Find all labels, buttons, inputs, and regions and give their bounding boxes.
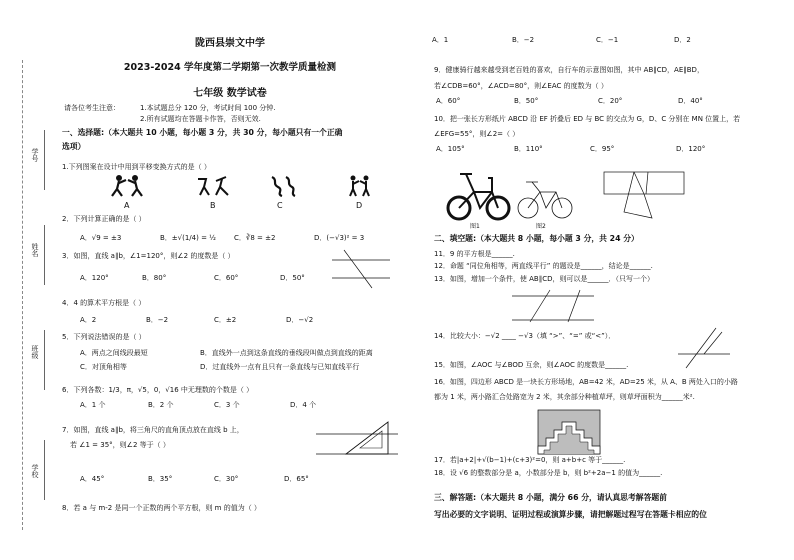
sidebar-label-class: 班级 bbox=[31, 345, 39, 359]
q2-option-a: A．√9 = ±3 bbox=[80, 234, 122, 242]
question-10: 10．把一张长方形纸片 ABCD 沿 EF 折叠后 ED 与 BC 的交点为 G，D、C 分别在 MN 位置上，若 bbox=[434, 115, 741, 123]
question-7: 7．如图，直线 a∥b，将三角尺的直角顶点放在直线 b 上， bbox=[62, 426, 244, 434]
question-7-cont: 若 ∠1 = 35°，则∠2 等于（ ） bbox=[70, 441, 170, 449]
question-4: 4．4 的算术平方根是（ ） bbox=[62, 299, 146, 307]
q1-option-d: D bbox=[356, 201, 363, 210]
blank-line bbox=[44, 440, 45, 500]
q16-lawn-figure bbox=[536, 406, 602, 456]
question-17: 17．若|a+2|+√(b−1)+(c+3)²=0，则 a+b+c 等于______. bbox=[434, 456, 626, 464]
question-10-cont: ∠EFG=55°，则∠2=（ ） bbox=[434, 130, 520, 138]
subject-title: 七年级 数学试卷 bbox=[193, 88, 267, 99]
question-8: 8．若 a 与 m-2 是同一个正数的两个平方根，则 m 的值为（ ） bbox=[62, 504, 261, 512]
q10-option-d: D．120° bbox=[676, 145, 706, 153]
sidebar-label-id: 学号 bbox=[31, 148, 39, 162]
q7-option-b: B．35° bbox=[148, 475, 173, 483]
binding-line bbox=[22, 60, 23, 530]
question-9: 9．健康骑行越来越受到老百姓的喜欢，自行车的示意图如图，其中 AB∥CD，AE∥BD， bbox=[434, 66, 704, 74]
q7-option-c: C．30° bbox=[214, 475, 239, 483]
notes-intro: 请各位考生注意： bbox=[64, 104, 120, 112]
q7-option-d: D．65° bbox=[284, 475, 309, 483]
question-6: 6．下列各数：1/3，π，√5，0，√16 中无理数的个数是（ ） bbox=[62, 386, 254, 394]
q6-option-b: B．2 个 bbox=[148, 401, 174, 409]
figure-2-caption: 图2 bbox=[536, 223, 546, 230]
note-2: 2.所有试题均在答题卡作答，否则无效. bbox=[140, 115, 261, 123]
q8-option-c: C．−1 bbox=[596, 36, 619, 44]
blank-line bbox=[44, 130, 45, 190]
section2-heading: 二、填空题:（本大题共 8 小题，每小题 3 分，共 24 分） bbox=[434, 234, 639, 243]
q2-option-c: C．∛8 = ±2 bbox=[234, 234, 276, 242]
q4-option-d: D．−√2 bbox=[286, 316, 314, 324]
q8-option-a: A．1 bbox=[432, 36, 449, 44]
q6-option-d: D．4 个 bbox=[290, 401, 317, 409]
section3-heading: 三、解答题:（本大题共 8 小题，满分 66 分，请认真思考解答题前 bbox=[434, 493, 667, 502]
q9-option-b: B．50° bbox=[514, 97, 539, 105]
q2-option-b: B．±√(1/4) = ½ bbox=[160, 234, 216, 242]
q10-option-b: B．110° bbox=[514, 145, 543, 153]
sidebar-label-name: 姓名 bbox=[31, 243, 39, 257]
q1-option-a: A bbox=[124, 201, 130, 210]
q1-figure-c bbox=[268, 174, 298, 198]
question-11: 11．9 的平方根是______. bbox=[434, 250, 515, 258]
q10-fold-figure bbox=[600, 168, 690, 226]
q6-option-c: C．3 个 bbox=[214, 401, 240, 409]
q10-option-c: C．95° bbox=[590, 145, 615, 153]
q10-option-a: A．105° bbox=[436, 145, 465, 153]
q2-option-d: D．(−√3)² = 3 bbox=[314, 234, 365, 242]
q6-option-a: A．1 个 bbox=[80, 401, 106, 409]
q3-option-c: C．60° bbox=[214, 274, 239, 282]
question-2: 2．下列计算正确的是（ ） bbox=[62, 215, 146, 223]
q1-figure-b bbox=[196, 175, 232, 197]
figure-1-caption: 图1 bbox=[470, 223, 480, 230]
q5-option-a: A．两点之间线段最短 bbox=[80, 349, 148, 357]
q5-option-c: C．对顶角相等 bbox=[80, 363, 127, 371]
q7-option-a: A．45° bbox=[80, 475, 105, 483]
q3-option-d: D．50° bbox=[280, 274, 305, 282]
q4-option-c: C．±2 bbox=[214, 316, 237, 324]
question-14: 14．比较大小：−√2 ____ −√3（填 “>”、“=” 或“<”）． bbox=[434, 332, 616, 340]
q8-option-d: D．2 bbox=[674, 36, 691, 44]
q9-option-c: C．20° bbox=[598, 97, 623, 105]
exam-title: 2023-2024 学年度第二学期第一次教学质量检测 bbox=[123, 62, 337, 73]
question-12: 12．命题 “同位角相等，两直线平行” 的题设是______，结论是______. bbox=[434, 262, 653, 270]
q3-option-b: B．80° bbox=[142, 274, 167, 282]
question-16-cont: 都为 1 米，两小路汇合处路宽为 2 米，其余部分种植草坪，则草坪面积为______米². bbox=[434, 393, 695, 401]
q1-option-b: B bbox=[210, 201, 216, 210]
q9-option-d: D．40° bbox=[678, 97, 703, 105]
q5-option-d: D．过直线外一点有且只有一条直线与已知直线平行 bbox=[200, 363, 360, 371]
question-15: 15．如图，∠AOC 与∠BOD 互余，则∠AOC 的度数是______. bbox=[434, 361, 629, 369]
q8-option-b: B．−2 bbox=[512, 36, 535, 44]
section1-heading-cont: 选项） bbox=[62, 142, 86, 151]
q1-figure-a bbox=[110, 174, 144, 198]
bicycle-figure-2 bbox=[516, 180, 574, 222]
q1-figure-d bbox=[348, 175, 372, 197]
school-name: 陇西县崇文中学 bbox=[195, 38, 265, 49]
blank-line bbox=[44, 225, 45, 285]
q13-figure bbox=[508, 288, 598, 328]
question-3: 3．如图，直线 a∥b，∠1=120°，则∠2 的度数是（ ） bbox=[62, 252, 235, 260]
q9-option-a: A．60° bbox=[436, 97, 461, 105]
q15-figure bbox=[676, 324, 732, 368]
q3-option-a: A．120° bbox=[80, 274, 109, 282]
question-1: 1.下列图案在设计中用到平移变换方式的是（ ） bbox=[62, 163, 211, 171]
question-16: 16．如图，四边形 ABCD 是一块长方形场地，AB=42 米，AD=25 米，从 A、B 两处入口的小路 bbox=[434, 378, 738, 386]
section1-heading: 一、选择题:（本大题共 10 小题，每小题 3 分，共 30 分，每小题只有一个正确 bbox=[62, 128, 343, 137]
q3-figure bbox=[330, 248, 392, 290]
q1-option-c: C bbox=[277, 201, 283, 210]
section3-heading-line2: 写出必要的文字说明、证明过程或演算步骤，请把解题过程写在答题卡相应的位 bbox=[434, 510, 707, 519]
question-18: 18．设 √6 的整数部分是 a，小数部分是 b，则 b²+2a−1 的值为______. bbox=[434, 469, 663, 477]
q4-option-a: A．2 bbox=[80, 316, 97, 324]
sidebar-label-school: 学校 bbox=[31, 464, 39, 478]
q4-option-b: B．−2 bbox=[146, 316, 169, 324]
q5-option-b: B．直线外一点到这条直线的垂线段叫做点到直线的距离 bbox=[200, 349, 373, 357]
question-9-cont: 若∠CDB=60°，∠ACD=80°，则∠EAC 的度数为（ ） bbox=[434, 82, 608, 90]
note-1: 1.本试题总分 120 分，考试时间 100 分钟. bbox=[140, 104, 276, 112]
blank-line bbox=[44, 330, 45, 390]
bicycle-figure-1 bbox=[446, 168, 510, 222]
q7-figure bbox=[312, 416, 402, 466]
question-13: 13．如图，增加一个条件，使 AB∥CD，则可以是______．（只写一个） bbox=[434, 275, 655, 283]
question-5: 5．下列说法错误的是（ ） bbox=[62, 333, 146, 341]
